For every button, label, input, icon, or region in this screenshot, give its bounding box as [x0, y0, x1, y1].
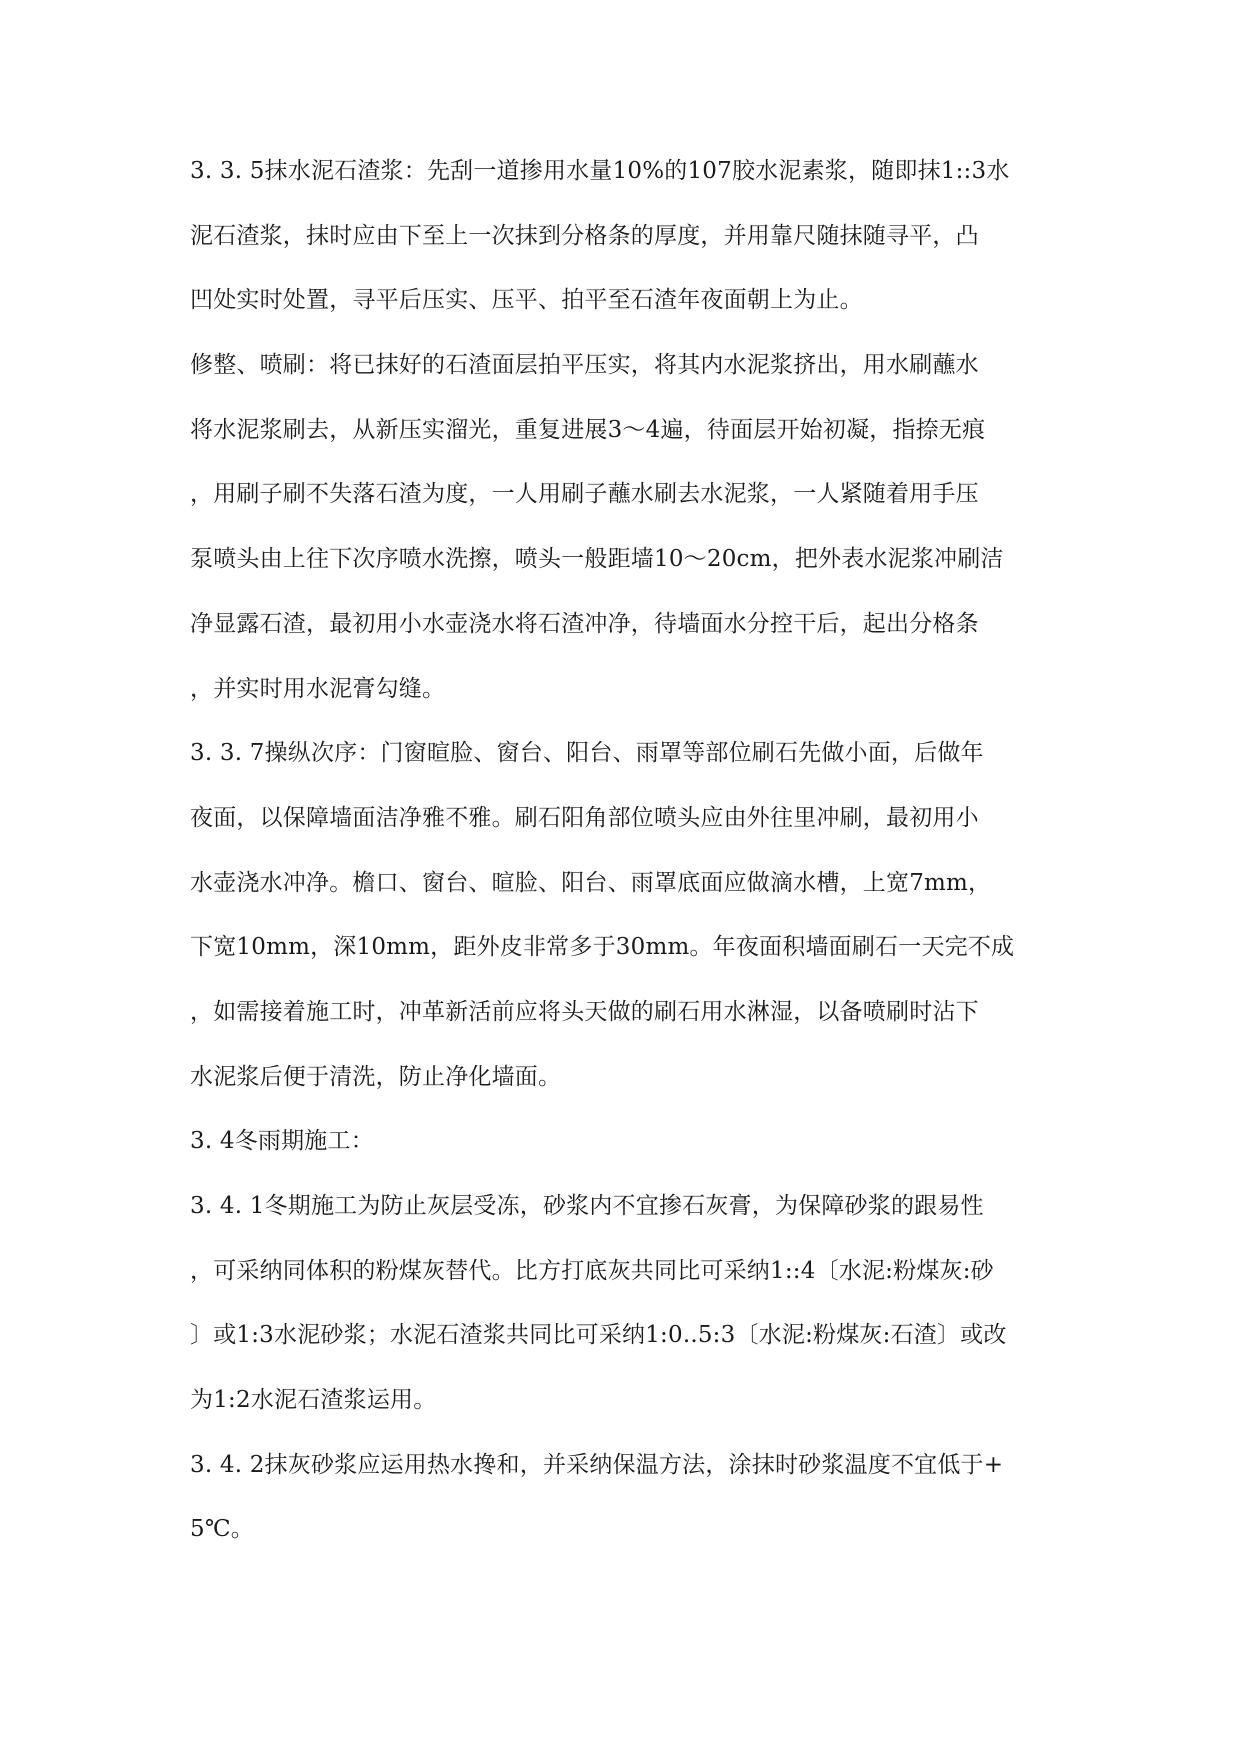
text-line: ，可采纳同体积的粉煤灰替代。比方打底灰共同比可采纳1::4〔水泥:粉煤灰:砂 [190, 1257, 994, 1284]
text-line: 修整、喷刷：将已抹好的石渣面层拍平压实，将其内水泥浆挤出，用水刷蘸水 [190, 352, 979, 379]
text-line: 凹处实时处置，寻平后压实、压平、拍平至石渣年夜面朝上为止。 [190, 287, 863, 314]
text-line: ，并实时用水泥膏勾缝。 [190, 675, 446, 702]
text-line: 〕或1:3水泥砂浆；水泥石渣浆共同比可采纳1:0..5:3〔水泥:粉煤灰:石渣〕或改 [190, 1322, 1007, 1349]
text-line: 净显露石渣，最初用小水壶浇水将石渣冲净，待墙面水分控干后，起出分格条 [190, 610, 979, 637]
text-line: 3. 4冬雨期施工： [190, 1128, 374, 1155]
text-line: 为1:2水泥石渣浆运用。 [190, 1387, 437, 1414]
text-line: 5℃。 [190, 1516, 254, 1543]
text-line: ，用刷子刷不失落石渣为度，一人用刷子蘸水刷去水泥浆，一人紧随着用手压 [190, 481, 979, 508]
document-body [190, 156, 1070, 1579]
text-line: 3. 4. 1冬期施工为防止灰层受冻，砂浆内不宜掺石灰膏，为保障砂浆的跟易性 [190, 1193, 984, 1219]
text-line: 夜面，以保障墙面洁净雅不雅。刷石阳角部位喷头应由外往里冲刷，最初用小 [190, 804, 979, 831]
text-line: 泵喷头由上往下次序喷水洗擦，喷头一般距墙10～20cm，把外表水泥浆冲刷洁 [190, 546, 1004, 573]
text-line: 下宽10mm，深10mm，距外皮非常多于30mm。年夜面积墙面刷石一天完不成 [190, 934, 1015, 961]
text-line: 3. 4. 2抹灰砂浆应运用热水搀和，并采纳保温方法，涂抹时砂浆温度不宜低于+ [190, 1451, 1004, 1478]
text-line: 将水泥浆刷去，从新压实溜光，重复进展3～4遍，待面层开始初凝，指捺无痕 [190, 416, 986, 443]
text-line: 水泥浆后便于清洗，防止净化墙面。 [190, 1063, 562, 1090]
text-line: 水壶浇水冲净。檐口、窗台、暄脸、阳台、雨罩底面应做滴水槽，上宽7mm， [190, 869, 992, 896]
text-line: 泥石渣浆，抹时应由下至上一次抹到分格条的厚度，并用靠尺随抹随寻平，凸 [190, 222, 979, 249]
text-line: 3. 3. 7操纵次序：门窗暄脸、窗台、阳台、雨罩等部位刷石先做小面，后做年 [190, 740, 984, 767]
text-line: ，如需接着施工时，冲革新活前应将头天做的刷石用水淋湿，以备喷刷时沾下 [190, 998, 979, 1025]
text-line: 3. 3. 5抹水泥石渣浆：先刮一道掺用水量10%的107胶水泥素浆，随即抹1::3水 [190, 158, 1010, 184]
